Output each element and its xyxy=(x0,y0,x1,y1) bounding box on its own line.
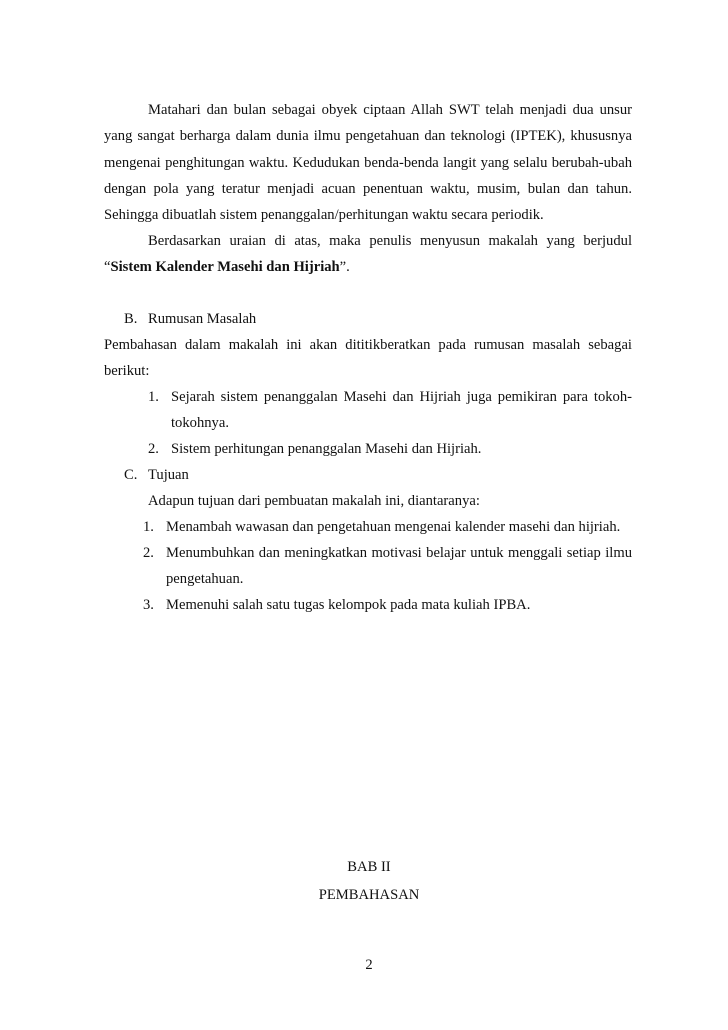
section-b-intro-line-2: berikut: xyxy=(104,363,150,379)
page-number: 2 xyxy=(365,957,373,973)
intro-p2-line-2 xyxy=(104,258,350,276)
section-b-marker: B. xyxy=(124,311,138,327)
section-b-item-1-line-1: Sejarah sistem penanggalan Masehi dan Hijriah juga pemikiran para tokoh- xyxy=(171,389,632,405)
close-quote: ”. xyxy=(339,259,350,275)
section-c-item-3-num: 3. xyxy=(143,597,154,613)
intro-p1-line-5: Sehingga dibuatlah sistem penanggalan/perhitungan waktu secara periodik. xyxy=(104,207,544,223)
paper-title-bold: Sistem Kalender Masehi dan Hijriah xyxy=(110,259,340,275)
chapter-number: BAB II xyxy=(347,859,391,875)
intro-p2-line-1: Berdasarkan uraian di atas, maka penulis menyusun makalah yang berjudul xyxy=(148,233,632,249)
chapter-title: PEMBAHASAN xyxy=(318,887,420,903)
intro-p1-line-1: Matahari dan bulan sebagai obyek ciptaan Allah SWT telah menjadi dua unsur xyxy=(148,102,632,118)
section-c-item-1-line-1: Menambah wawasan dan pengetahuan mengenai kalender masehi dan hijriah. xyxy=(166,519,621,535)
open-quote: “ xyxy=(104,259,111,275)
section-c-intro: Adapun tujuan dari pembuatan makalah ini, diantaranya: xyxy=(148,493,480,509)
section-c-item-1-num: 1. xyxy=(143,519,154,535)
intro-p1-line-4: dengan pola yang teratur menjadi acuan penentuan waktu, musim, bulan dan tahun. xyxy=(104,181,632,197)
intro-p1-line-3: mengenai penghitungan waktu. Kedudukan benda-benda langit yang selalu berubah-ubah xyxy=(104,155,632,171)
section-b-item-2-num: 2. xyxy=(148,441,159,457)
section-c-item-2-num: 2. xyxy=(143,545,154,561)
section-c-title: Tujuan xyxy=(148,467,189,483)
intro-p1-line-2: yang sangat berharga dalam dunia ilmu pengetahuan dan teknologi (IPTEK), khususnya xyxy=(104,128,632,144)
section-c-item-3-line-1: Memenuhi salah satu tugas kelompok pada mata kuliah IPBA. xyxy=(166,597,531,613)
section-b-title: Rumusan Masalah xyxy=(148,311,257,327)
section-c-marker: C. xyxy=(124,467,138,483)
section-c-item-2-line-2: pengetahuan. xyxy=(166,571,244,587)
section-b-item-1-line-2: tokohnya. xyxy=(171,415,229,431)
section-b-intro-line-1: Pembahasan dalam makalah ini akan dititikberatkan pada rumusan masalah sebagai xyxy=(104,337,632,353)
section-b-item-2-line-1: Sistem perhitungan penanggalan Masehi dan Hijriah. xyxy=(171,441,482,457)
section-b-item-1-num: 1. xyxy=(148,389,159,405)
section-c-item-2-line-1: Menumbuhkan dan meningkatkan motivasi belajar untuk menggali setiap ilmu xyxy=(166,545,632,561)
